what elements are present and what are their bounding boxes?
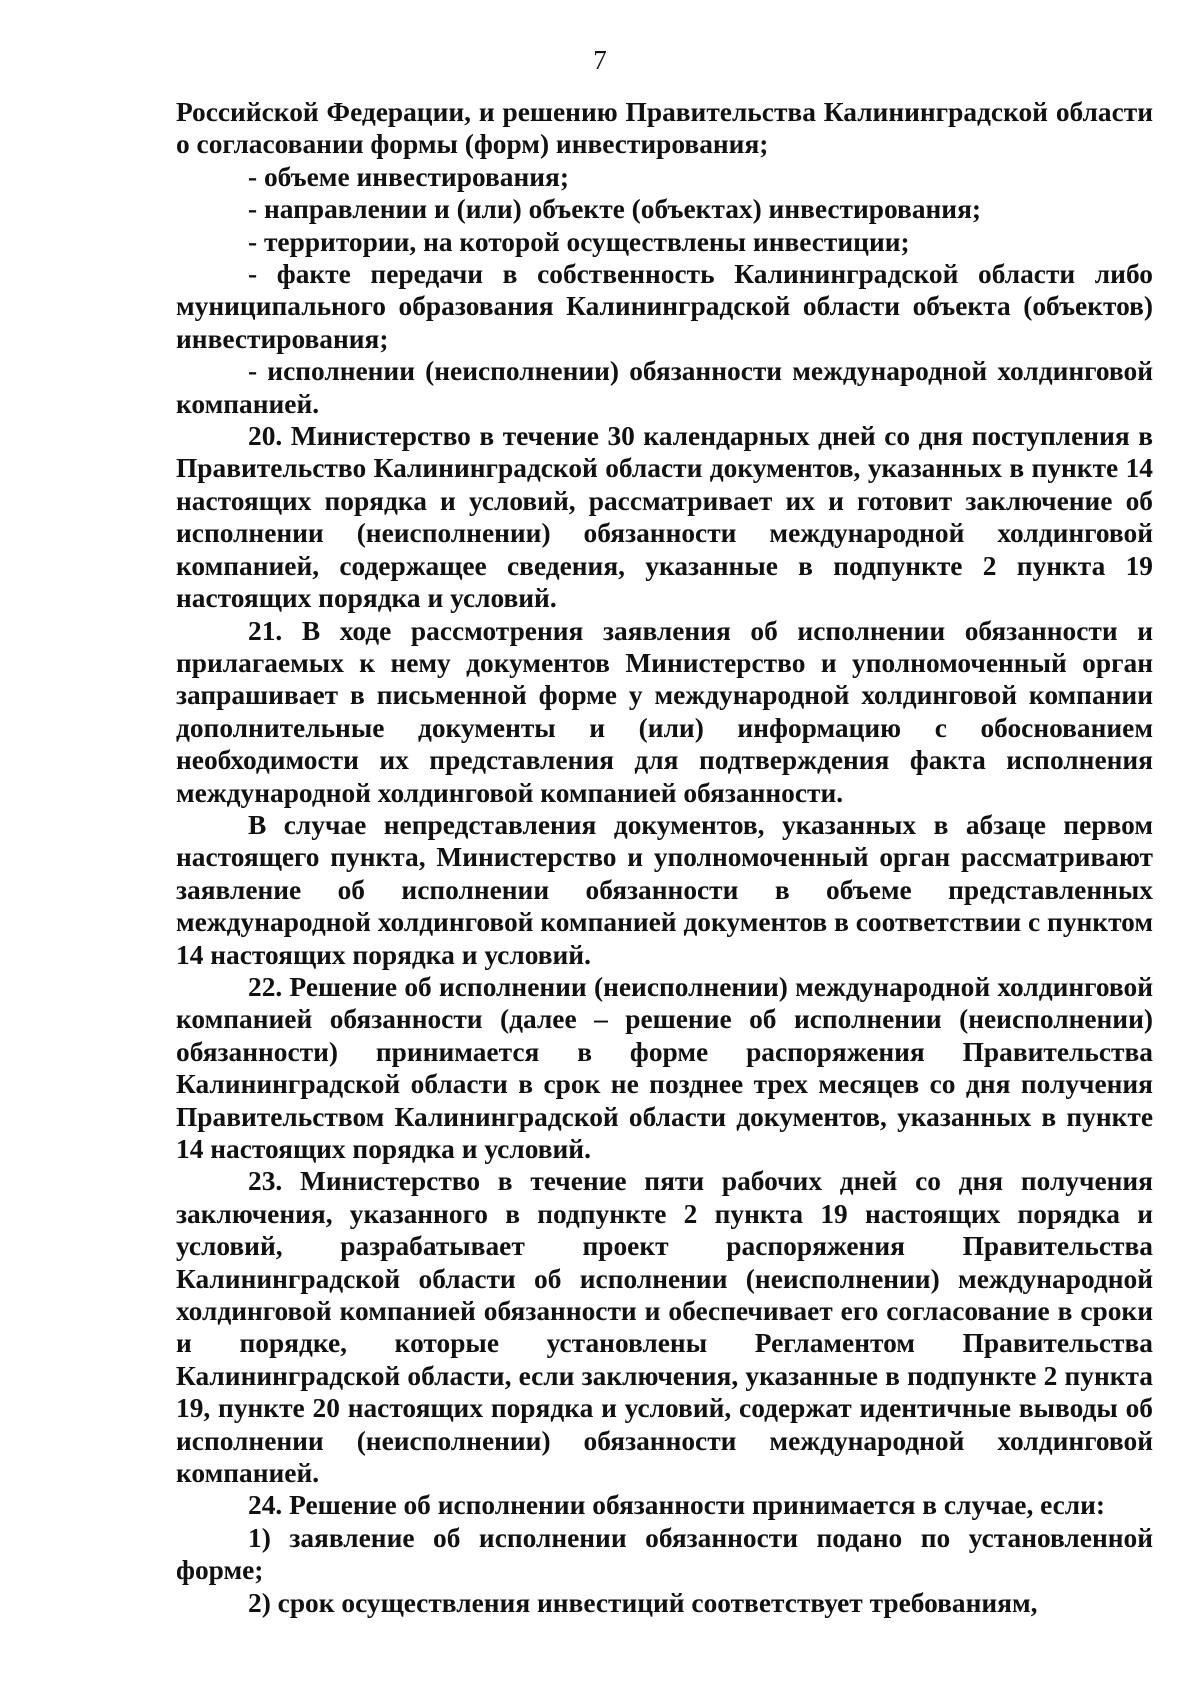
list-item: - объеме инвестирования; xyxy=(248,161,569,192)
paragraph: Российской Федерации, и решению Правительства Калининградской области о согласовании формы (форм) инвестирования; xyxy=(176,97,1153,160)
clause-24-item-1: 1) заявление об исполнении обязанности подано по установленной форме; xyxy=(176,1522,1153,1586)
list-item: - территории, на которой осуществлены инвестиции; xyxy=(248,226,910,257)
clause-21: 21. В ходе рассмотрения заявления об исполнении обязанности и прилагаемых к нему документов Министерство и уполномоченный орган запрашивает в письменной форме у международной холдинговой компании дополнительные документы и (или) информацию с обоснованием необходимости их представления для подтверждения факта исполнения международной холдинговой компанией обязанности. xyxy=(176,615,1153,808)
clause-23: 23. Министерство в течение пяти рабочих дней со дня получения заключения, указанного в подпункте 2 пункта 19 настоящих порядка и условий, разрабатывает проект распоряжения Правительства Калининградской области об исполнении (неисполнении) международной холдинговой компанией обязанности и обеспечивает его согласование в сроки и порядке, которые установлены Регламентом Правительства Калининградской области, если заключения, указанные в подпункте 2 пункта 19, пункте 20 настоящих порядка и условий, содержат идентичные выводы об исполнении (неисполнении) обязанности международной холдинговой компанией. xyxy=(176,1166,1153,1489)
document-body xyxy=(176,96,1153,1619)
clause-24-item-2: 2) срок осуществления инвестиций соответствует требованиям, xyxy=(248,1587,1038,1618)
list-item: - исполнении (неисполнении) обязанности международной холдинговой компанией. xyxy=(176,356,1153,419)
clause-21-paragraph-2: В случае непредставления документов, указанных в абзаце первом настоящего пункта, Министерство и уполномоченный орган рассматривают заявление об исполнении обязанности в объеме представленных международной холдинговой компанией документов в соответствии с пунктом 14 настоящих порядка и условий. xyxy=(176,809,1153,970)
list-item: - направлении и (или) объекте (объектах) инвестирования; xyxy=(248,194,982,225)
page-number: 7 xyxy=(593,45,607,75)
list-item: - факте передачи в собственность Калининградской области либо муниципального образования Калининградской области объекта (объектов) инвестирования; xyxy=(176,259,1153,354)
clause-24: 24. Решение об исполнении обязанности принимается в случае, если: xyxy=(248,1490,1106,1521)
clause-22: 22. Решение об исполнении (неисполнении) международной холдинговой компанией обязанности (далее – решение об исполнении (неисполнении) обязанности) принимается в форме распоряжения Правительства Калининградской области в срок не позднее трех месяцев со дня получения Правительством Калининградской области документов, указанных в пункте 14 настоящих порядка и условий. xyxy=(176,971,1153,1164)
clause-20: 20. Министерство в течение 30 календарных дней со дня поступления в Правительство Калининградской области документов, указанных в пункте 14 настоящих порядка и условий, рассматривает их и готовит заключение об исполнении (неисполнении) обязанности международной холдинговой компанией, содержащее сведения, указанные в подпункте 2 пункта 19 настоящих порядка и условий. xyxy=(176,421,1153,614)
